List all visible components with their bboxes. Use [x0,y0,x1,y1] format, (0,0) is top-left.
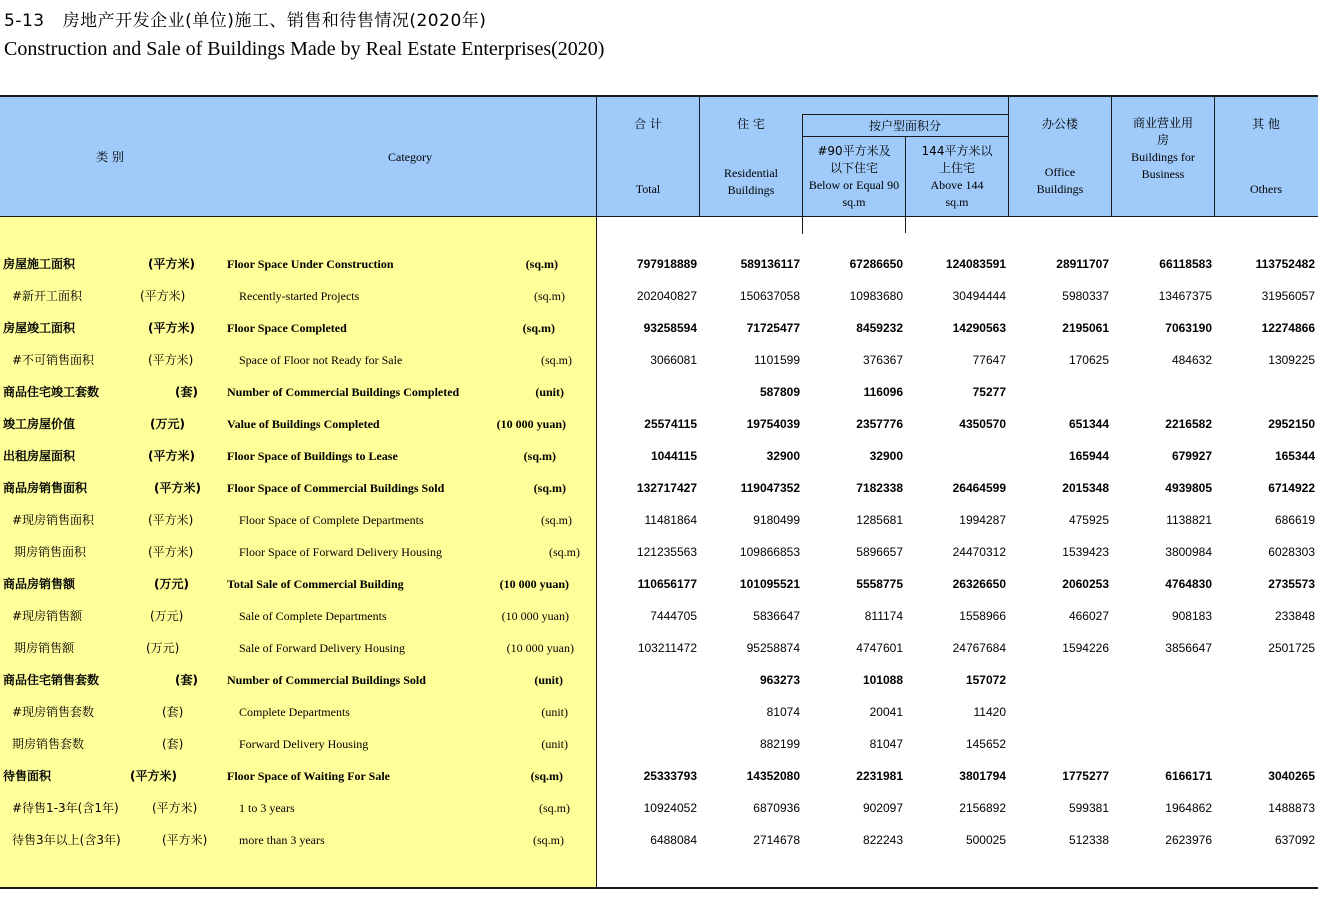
row-unit-en: (sq.m) [541,513,572,527]
header-category-cn: 类 别 [96,150,124,164]
row-unit-en: (sq.m) [539,801,570,815]
row-label-en: Floor Space of Buildings to Lease [227,449,398,463]
cell-residential: 101095521 [739,577,800,591]
cell-residential: 95258874 [746,641,800,655]
row-label-en: Floor Space of Waiting For Sale [227,769,391,783]
cell-residential: 587809 [759,385,800,399]
cell-others: 2952150 [1268,417,1315,431]
cell-below90: 822243 [862,833,903,847]
cell-above144: 145652 [965,737,1006,751]
cell-office: 466027 [1068,609,1109,623]
header-above144-cn: 144平方米以上住宅 [921,144,993,175]
cell-below90: 32900 [869,449,903,463]
cell-office: 1775277 [1062,769,1109,783]
cell-above144: 26326650 [952,577,1006,591]
cell-below90: 7182338 [856,481,903,495]
cell-below90: 376367 [862,353,903,367]
row-unit-cn: (套) [162,737,184,751]
cell-above144: 11420 [973,705,1006,719]
cell-office: 170625 [1068,353,1109,367]
cell-residential: 150637058 [739,289,800,303]
cell-below90: 8459232 [856,321,903,335]
cell-total: 10924052 [643,801,697,815]
cell-residential: 14352080 [746,769,800,783]
row-unit-en: (sq.m) [525,257,558,271]
table-row [0,472,1318,504]
cell-total: 25574115 [644,417,697,431]
row-unit-en: (sq.m) [533,833,564,847]
cell-above144: 14290563 [952,321,1006,335]
row-unit-en: (unit) [541,705,568,719]
cell-business: 1964862 [1165,801,1212,815]
row-unit-cn: (平方米) [140,289,186,303]
cell-residential: 119047352 [740,481,800,495]
header-office-cn: 办公楼 [1041,117,1078,131]
row-label-cn: #现房销售套数 [12,705,95,719]
cell-residential: 963273 [759,673,800,687]
cell-business: 1138821 [1166,513,1212,527]
row-unit-en: (sq.m) [523,449,556,463]
row-unit-en: (sq.m) [522,321,555,335]
cell-others: 233848 [1274,609,1315,623]
cell-total: 25333793 [643,769,697,783]
cell-office: 2060253 [1062,577,1109,591]
cell-above144: 4350570 [959,417,1006,431]
row-label-en: Number of Commercial Buildings Completed [227,385,460,399]
row-unit-cn: (万元) [154,577,189,591]
cell-residential: 2714678 [753,833,800,847]
cell-above144: 24470312 [952,545,1006,559]
cell-total: 7444705 [650,609,697,623]
cell-business: 3856647 [1165,641,1212,655]
cell-residential: 882199 [759,737,800,751]
cell-others: 1488873 [1268,801,1315,815]
table-row [0,664,1318,696]
table-row [0,568,1318,600]
row-label-cn: 期房销售面积 [14,545,87,559]
row-unit-cn: (平方米) [148,545,194,559]
cell-others: 3040265 [1268,769,1315,783]
row-label-en: Floor Space of Complete Departments [239,513,424,527]
cell-above144: 500025 [965,833,1006,847]
cell-business: 6166171 [1165,769,1212,783]
row-unit-en: (10 000 yuan) [501,609,569,623]
cell-others: 6714922 [1268,481,1315,495]
row-label-cn: #现房销售额 [12,609,83,623]
cell-total: 797918889 [636,257,697,271]
table-row [0,408,1318,440]
cell-above144: 30494444 [952,289,1006,303]
cell-below90: 101088 [862,673,903,687]
row-label-cn: 竣工房屋价值 [3,417,76,431]
row-unit-en: (unit) [535,385,564,399]
cell-above144: 75277 [972,385,1006,399]
cell-business: 13467375 [1158,289,1212,303]
row-unit-cn: (套) [175,673,198,687]
cell-above144: 77647 [972,353,1006,367]
cell-others: 6028303 [1268,545,1315,559]
cell-others: 637092 [1274,833,1315,847]
row-label-en: Floor Space Completed [227,321,347,335]
cell-below90: 1285681 [856,513,903,527]
table-title-cn [4,6,486,31]
row-label-en: Recently-started Projects [239,289,360,303]
cell-above144: 26464599 [952,481,1006,495]
cell-below90: 5896657 [856,545,903,559]
cell-others: 2735573 [1268,577,1315,591]
cell-business: 2623976 [1165,833,1212,847]
cell-total: 202040827 [636,289,697,303]
row-unit-cn: (万元) [150,609,184,623]
cell-total: 110656177 [637,577,697,591]
cell-total: 103211472 [637,641,697,655]
row-unit-cn: (平方米) [148,257,195,271]
cell-office: 1594226 [1062,641,1109,655]
table-row [0,536,1318,568]
cell-residential: 5836647 [753,609,800,623]
row-label-en: Sale of Complete Departments [239,609,387,623]
row-label-cn: 商品房销售额 [3,577,76,591]
row-unit-cn: (平方米) [148,513,194,527]
row-label-en: Total Sale of Commercial Building [227,577,404,591]
row-unit-en: (10 000 yuan) [499,577,569,591]
cell-business: 66118583 [1159,257,1212,271]
header-residential-cn: 住 宅 [737,117,765,131]
table-row [0,600,1318,632]
cell-total: 1044115 [650,449,697,463]
cell-below90: 116096 [863,385,903,399]
row-unit-en: (sq.m) [533,481,566,495]
row-label-cn: 待售3年以上(含3年) [12,833,121,847]
row-label-cn: 出租房屋面积 [3,449,76,463]
cell-office: 475925 [1068,513,1109,527]
cell-total: 11481864 [644,513,697,527]
table-title-en: Construction and Sale of Buildings Made by Real Estate Enterprises(2020) [4,38,605,60]
row-unit-cn: (套) [175,385,198,399]
table-title-cn-text: 房地产开发企业(单位)施工、销售和待售情况(2020年) [62,11,487,31]
header-total-en: Total [635,182,661,196]
cell-total: 6488084 [650,833,697,847]
row-unit-en: (unit) [534,673,563,687]
cell-residential: 81074 [766,705,800,719]
row-unit-cn: (平方米) [162,833,208,847]
cell-office: 2195061 [1062,321,1109,335]
cell-office: 2015348 [1062,481,1109,495]
cell-office: 512338 [1068,833,1109,847]
cell-total: 93258594 [643,321,697,335]
cell-total: 121235563 [636,545,697,559]
table-row [0,440,1318,472]
cell-office: 28911707 [1056,257,1109,271]
cell-office: 599381 [1068,801,1109,815]
header-others-cn: 其 他 [1252,117,1280,131]
header-total-cn: 合 计 [634,117,662,131]
header-residential-en: Residential Buildings [724,166,778,197]
row-label-cn: 房屋施工面积 [3,257,76,271]
cell-office: 5980337 [1062,289,1109,303]
cell-residential: 589136117 [740,257,800,271]
cell-below90: 67286650 [849,257,903,271]
cell-residential: 71725477 [746,321,800,335]
cell-below90: 811174 [864,609,903,623]
cell-others: 12274866 [1261,321,1315,335]
table-row [0,376,1318,408]
cell-total: 3066081 [650,353,697,367]
row-label-cn: 商品住宅竣工套数 [3,385,100,399]
table-row [0,728,1318,760]
cell-total: 132717427 [636,481,697,495]
row-unit-en: (sq.m) [541,353,572,367]
cell-above144: 24767684 [952,641,1006,655]
row-label-cn: 期房销售额 [14,641,75,655]
row-unit-cn: (套) [162,705,184,719]
cell-above144: 1558966 [959,609,1006,623]
table-row [0,280,1318,312]
row-label-cn: 房屋竣工面积 [3,321,76,335]
table-row [0,248,1318,280]
cell-residential: 9180499 [753,513,800,527]
header-category-en: Category [388,150,432,164]
row-label-cn: 待售面积 [3,769,52,783]
row-label-en: more than 3 years [239,833,325,847]
cell-business: 3800984 [1165,545,1212,559]
cell-above144: 124083591 [945,257,1006,271]
header-business-en: Buildings for Business [1131,150,1195,181]
cell-above144: 157072 [965,673,1006,687]
table-row [0,312,1318,344]
row-unit-cn: (万元) [150,417,185,431]
header-below90-en: Below or Equal 90 sq.m [808,178,900,209]
table-bottom-rule [0,887,1318,889]
cell-others: 686619 [1274,513,1315,527]
row-label-en: 1 to 3 years [239,801,295,815]
table-row [0,696,1318,728]
cell-below90: 81047 [869,737,903,751]
cell-above144: 2156892 [959,801,1006,815]
row-unit-en: (10 000 yuan) [496,417,566,431]
row-label-en: Value of Buildings Completed [227,417,380,431]
row-label-en: Floor Space of Commercial Buildings Sold [227,481,445,495]
header-office-en: Office Buildings [1036,165,1084,196]
cell-business: 679927 [1171,449,1212,463]
cell-residential: 32900 [766,449,800,463]
table-header [0,95,1318,217]
row-unit-cn: (万元) [146,641,180,655]
row-unit-cn: (平方米) [148,353,194,367]
cell-residential: 19754039 [746,417,800,431]
row-label-cn: #待售1-3年(含1年) [12,801,119,815]
cell-residential: 109866853 [739,545,800,559]
table-row [0,632,1318,664]
row-label-cn: #新开工面积 [12,289,83,303]
cell-business: 7063190 [1165,321,1212,335]
header-others-en: Others [1250,182,1282,196]
row-unit-en: (unit) [541,737,568,751]
cell-business: 2216582 [1165,417,1212,431]
row-unit-cn: (平方米) [148,449,195,463]
row-unit-en: (sq.m) [534,289,565,303]
cell-residential: 6870936 [753,801,800,815]
data-table [0,95,1318,889]
cell-below90: 20041 [869,705,903,719]
cell-below90: 2357776 [856,417,903,431]
table-row [0,760,1318,792]
table-row [0,344,1318,376]
cell-office: 165944 [1068,449,1109,463]
cell-business: 4939805 [1165,481,1212,495]
cell-below90: 10983680 [849,289,903,303]
row-label-cn: 期房销售套数 [12,737,85,751]
cell-others: 1309225 [1268,353,1315,367]
cell-below90: 2231981 [856,769,903,783]
row-label-en: Sale of Forward Delivery Housing [239,641,405,655]
row-label-cn: #现房销售面积 [12,513,95,527]
cell-above144: 3801794 [959,769,1006,783]
cell-office: 651344 [1068,417,1109,431]
cell-below90: 902097 [862,801,903,815]
row-label-en: Forward Delivery Housing [239,737,369,751]
row-label-cn: 商品房销售面积 [3,481,88,495]
row-label-en: Floor Space Under Construction [227,257,394,271]
row-unit-cn: (平方米) [154,481,201,495]
cell-others: 165344 [1274,449,1315,463]
row-unit-cn: (平方米) [152,801,198,815]
header-above144-en: Above 144 sq.m [930,178,984,209]
row-unit-en: (10 000 yuan) [506,641,574,655]
cell-others: 113752482 [1255,257,1315,271]
cell-business: 4764830 [1165,577,1212,591]
row-unit-cn: (平方米) [130,769,177,783]
header-below90-cn: #90平方米及以下住宅 [817,144,891,175]
cell-others: 31956057 [1261,289,1315,303]
table-number: 5-13 [4,11,45,31]
cell-others: 2501725 [1268,641,1315,655]
table-row [0,504,1318,536]
cell-business: 484632 [1171,353,1212,367]
row-label-en: Floor Space of Forward Delivery Housing [239,545,442,559]
cell-below90: 4747601 [856,641,903,655]
row-unit-cn: (平方米) [148,321,195,335]
row-unit-en: (sq.m) [549,545,580,559]
cell-residential: 1101599 [754,353,800,367]
cell-office: 1539423 [1062,545,1109,559]
row-label-en: Complete Departments [239,705,350,719]
row-label-en: Space of Floor not Ready for Sale [239,353,403,367]
table-row [0,792,1318,824]
cell-below90: 5558775 [856,577,903,591]
cell-above144: 1994287 [959,513,1006,527]
cell-business: 908183 [1171,609,1212,623]
row-label-cn: #不可销售面积 [12,353,95,367]
row-label-cn: 商品住宅销售套数 [3,673,100,687]
header-by-size-cn: 按户型面积分 [868,119,941,133]
header-business-cn: 商业营业用 房 [1132,116,1193,147]
table-row [0,824,1318,856]
row-unit-en: (sq.m) [530,769,563,783]
row-label-en: Number of Commercial Buildings Sold [227,673,426,687]
